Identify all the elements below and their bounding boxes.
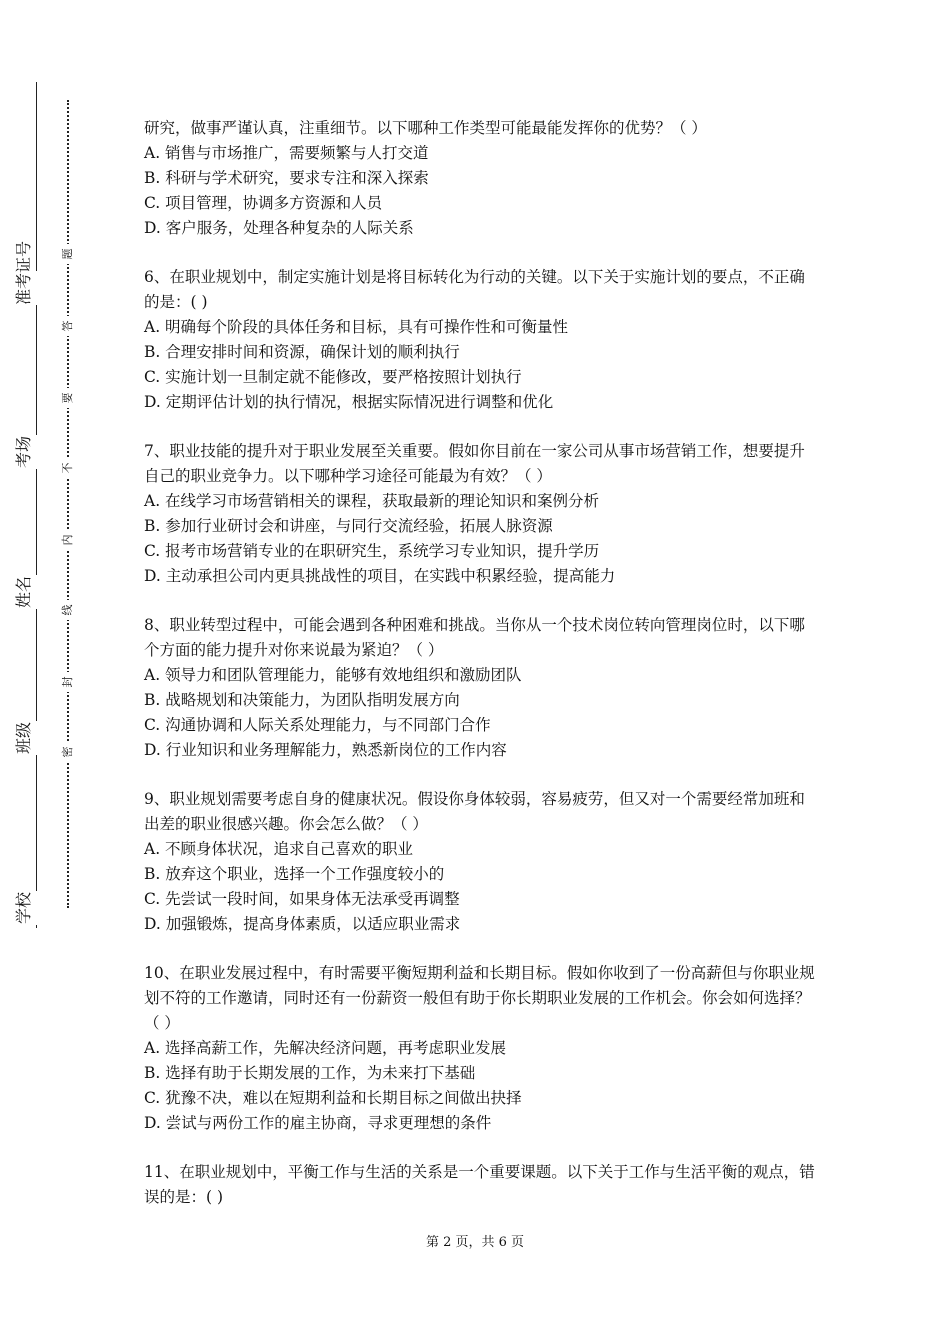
option-c: C. 报考市场营销专业的在职研究生，系统学习专业知识，提升学历 xyxy=(144,542,600,560)
question-stem: 10、在职业发展过程中，有时需要平衡短期利益和长期目标。假如你收到了一份高薪但与你职业规划不符的工作邀请，同时还有一份薪资一般但有助于你长期职业发展的工作机会。你会如何选择？（ ） xyxy=(144,964,815,1032)
question-stem: 6、在职业规划中，制定实施计划是将目标转化为行动的关键。以下关于实施计划的要点，不正确的是：( ) xyxy=(144,268,805,311)
option-c: C. 沟通协调和人际关系处理能力，与不同部门合作 xyxy=(144,716,491,734)
question-list xyxy=(144,116,816,1210)
option-d: D. 行业知识和业务理解能力，熟悉新岗位的工作内容 xyxy=(144,741,507,759)
option-a: A. 选择高薪工作，先解决经济问题，再考虑职业发展 xyxy=(144,1039,507,1057)
seal-char: 内 xyxy=(58,530,78,550)
seal-char: 题 xyxy=(58,244,78,264)
option-d: D. 尝试与两份工作的雇主协商，寻求更理想的条件 xyxy=(144,1114,492,1132)
option-d: D. 定期评估计划的执行情况，根据实际情况进行调整和优化 xyxy=(144,393,554,411)
seal-char: 线 xyxy=(58,600,78,620)
question-8 xyxy=(144,613,816,763)
field-label-class: 班级 xyxy=(7,721,67,755)
option-c: C. 项目管理，协调多方资源和人员 xyxy=(144,194,383,212)
option-b: B. 战略规划和决策能力，为团队指明发展方向 xyxy=(144,691,460,709)
option-b: B. 放弃这个职业，选择一个工作强度较小的 xyxy=(144,865,445,883)
option-a: A. 销售与市场推广，需要频繁与人打交道 xyxy=(144,144,429,162)
option-d: D. 加强锻炼，提高身体素质，以适应职业需求 xyxy=(144,915,461,933)
option-d: D. 主动承担公司内更具挑战性的项目，在实践中积累经验，提高能力 xyxy=(144,567,616,585)
question-stem: 7、职业技能的提升对于职业发展至关重要。假如你目前在一家公司从事市场营销工作，想要提升自己的职业竞争力。以下哪种学习途径可能最为有效？（ ） xyxy=(144,442,805,485)
option-a: A. 领导力和团队管理能力，能够有效地组织和激励团队 xyxy=(144,666,522,684)
seal-char: 不 xyxy=(58,458,78,478)
question-stem: 研究，做事严谨认真，注重细节。以下哪种工作类型可能最能发挥你的优势？（ ） xyxy=(144,119,707,137)
question-10 xyxy=(144,961,816,1136)
option-c: C. 先尝试一段时间，如果身体无法承受再调整 xyxy=(144,890,460,908)
question-stem: 9、职业规划需要考虑自身的健康状况。假设你身体较弱，容易疲劳，但又对一个需要经常加班和出差的职业很感兴趣。你会怎么做？（ ） xyxy=(144,790,805,833)
question-11 xyxy=(144,1160,816,1210)
option-d: D. 客户服务，处理各种复杂的人际关系 xyxy=(144,219,414,237)
seal-char: 答 xyxy=(58,316,78,336)
field-label-school: 学校 xyxy=(7,891,67,925)
binding-margin xyxy=(0,0,110,1344)
question-stem: 8、职业转型过程中，可能会遇到各种困难和挑战。当你从一个技术岗位转向管理岗位时，以下哪个方面的能力提升对你来说最为紧迫？（ ） xyxy=(144,616,805,659)
question-7 xyxy=(144,439,816,589)
option-b: B. 选择有助于长期发展的工作，为未来打下基础 xyxy=(144,1064,476,1082)
seal-char: 封 xyxy=(58,672,78,692)
question-5-continued xyxy=(144,116,816,241)
option-a: A. 不顾身体状况，追求自己喜欢的职业 xyxy=(144,840,414,858)
option-a: A. 明确每个阶段的具体任务和目标，具有可操作性和可衡量性 xyxy=(144,318,569,336)
field-label-exam-room: 考场 xyxy=(7,435,67,469)
option-a: A. 在线学习市场营销相关的课程，获取最新的理论知识和案例分析 xyxy=(144,492,600,510)
question-stem: 11、在职业规划中，平衡工作与生活的关系是一个重要课题。以下关于工作与生活平衡的观点，错误的是：( ) xyxy=(144,1163,815,1206)
option-b: B. 合理安排时间和资源，确保计划的顺利执行 xyxy=(144,343,460,361)
binding-dotted-line xyxy=(67,100,69,908)
field-label-name: 姓名 xyxy=(7,575,67,609)
seal-char: 要 xyxy=(58,388,78,408)
option-c: C. 实施计划一旦制定就不能修改，要严格按照计划执行 xyxy=(144,368,522,386)
question-9 xyxy=(144,787,816,937)
option-c: C. 犹豫不决，难以在短期利益和长期目标之间做出抉择 xyxy=(144,1089,522,1107)
page-footer: 第 2 页，共 6 页 xyxy=(425,1235,525,1250)
option-b: B. 参加行业研讨会和讲座，与同行交流经验，拓展人脉资源 xyxy=(144,517,553,535)
seal-char: 密 xyxy=(58,742,78,762)
binding-solid-line xyxy=(36,82,37,928)
field-label-exam-number: 准考证号 xyxy=(7,271,67,305)
question-6 xyxy=(144,265,816,415)
option-b: B. 科研与学术研究，要求专注和深入探索 xyxy=(144,169,429,187)
